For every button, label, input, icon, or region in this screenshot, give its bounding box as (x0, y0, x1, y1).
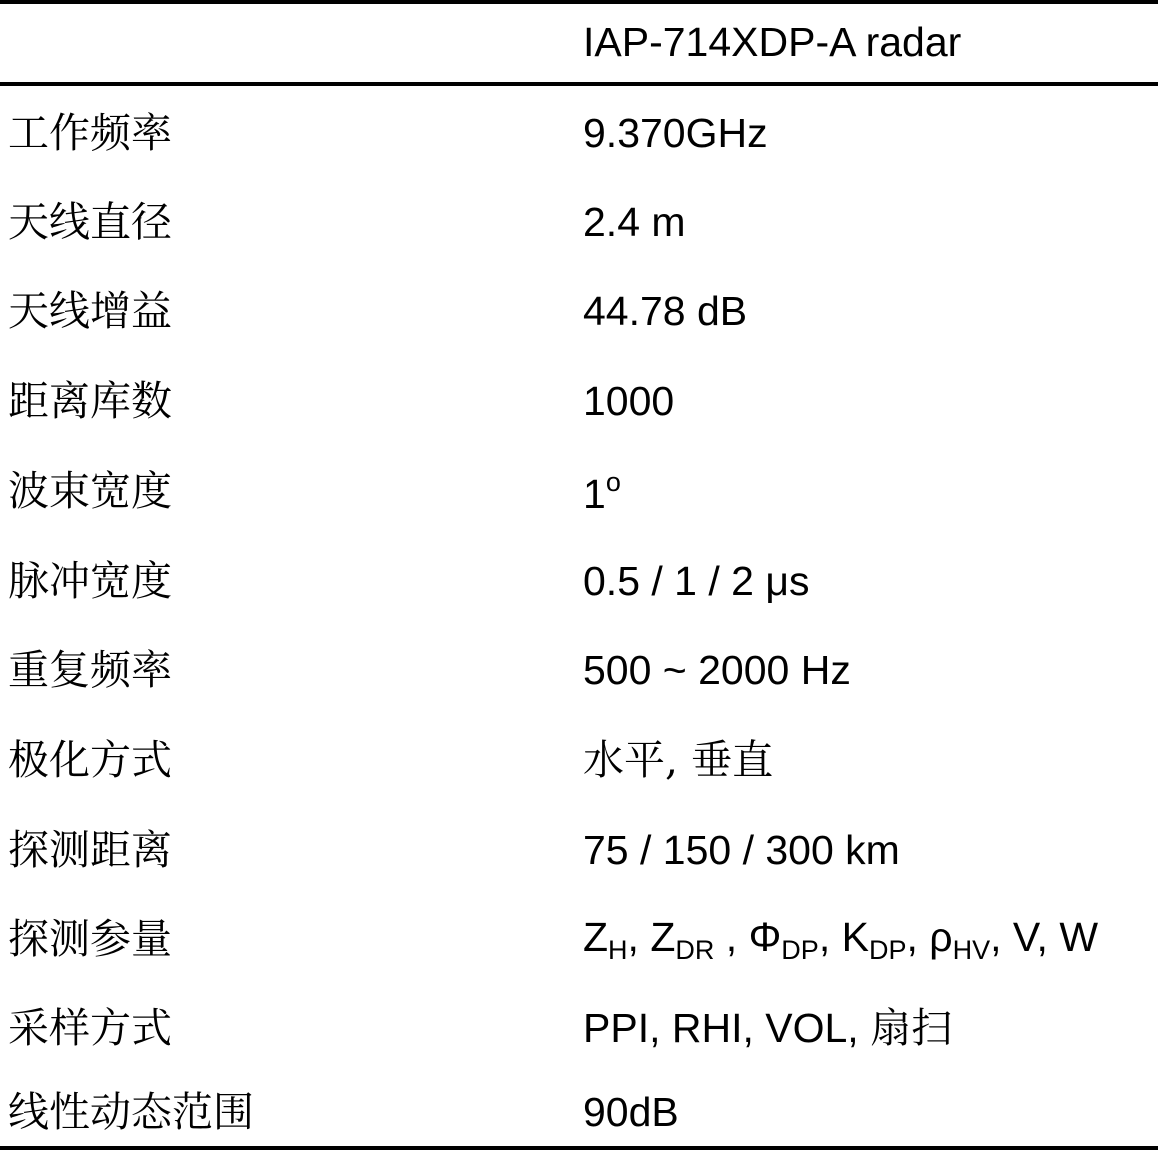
polarization-text: 水平, 垂直 (583, 736, 774, 784)
row-label-range-gates: 距离库数 (8, 377, 172, 425)
row-value-antenna-diameter: 2.4 m (583, 199, 686, 245)
scan-mode-text: PPI, RHI, VOL, (583, 1005, 871, 1051)
param-v: V, (1012, 914, 1060, 960)
row-value-range-gates: 1000 (583, 378, 675, 424)
param-zdr: $Z_{DR}$ , (650, 914, 749, 965)
row-label-pulse-width: 脉冲宽度 (8, 557, 172, 605)
row-value-prf: 500 ~ 2000 Hz (583, 647, 851, 693)
param-zh: $Z_H$, (583, 914, 651, 965)
row-value-pulse-width: 0.5 / 1 / 2 μs (583, 558, 810, 604)
degree-mark: o (605, 467, 621, 497)
row-label-scan-mode: 采样方式 (8, 1004, 172, 1052)
row-value-polarization (583, 736, 773, 784)
param-w: W (1059, 914, 1099, 960)
row-label-antenna-diameter: 天线直径 (8, 198, 172, 246)
param-rhohv: $\rho_{HV}$, (929, 914, 1013, 965)
table-header-rule (0, 82, 1158, 86)
row-value-dynamic-range: 90dB (583, 1089, 679, 1135)
row-value-detection-range: 75 / 150 / 300 km (583, 827, 900, 873)
table-bottom-rule (0, 1146, 1158, 1150)
row-label-prf: 重复频率 (8, 646, 172, 694)
scan-mode-sector: 扇扫 (870, 1004, 953, 1052)
row-value-frequency: 9.370GHz (583, 110, 768, 156)
beam-width-number: 1 (583, 471, 606, 517)
row-label-frequency: 工作频率 (8, 109, 172, 157)
param-phidp: $\Phi_{DP}$, (748, 914, 842, 965)
row-value-antenna-gain: 44.78 dB (583, 288, 748, 334)
row-value-parameters (583, 913, 1099, 965)
param-kdp: $K_{DP}$, (841, 914, 930, 965)
row-label-beam-width: 波束宽度 (8, 467, 172, 515)
row-label-detection-range: 探测距离 (8, 826, 172, 874)
table-top-rule (0, 0, 1158, 4)
row-label-polarization: 极化方式 (8, 736, 172, 784)
column-header-radar: IAP-714XDP-A radar (583, 19, 962, 65)
row-label-dynamic-range: 线性动态范围 (8, 1088, 254, 1136)
row-value-beam-width (583, 467, 621, 518)
row-label-antenna-gain: 天线增益 (8, 287, 172, 335)
row-value-scan-mode (583, 1004, 952, 1052)
row-label-parameters: 探测参量 (8, 915, 172, 963)
